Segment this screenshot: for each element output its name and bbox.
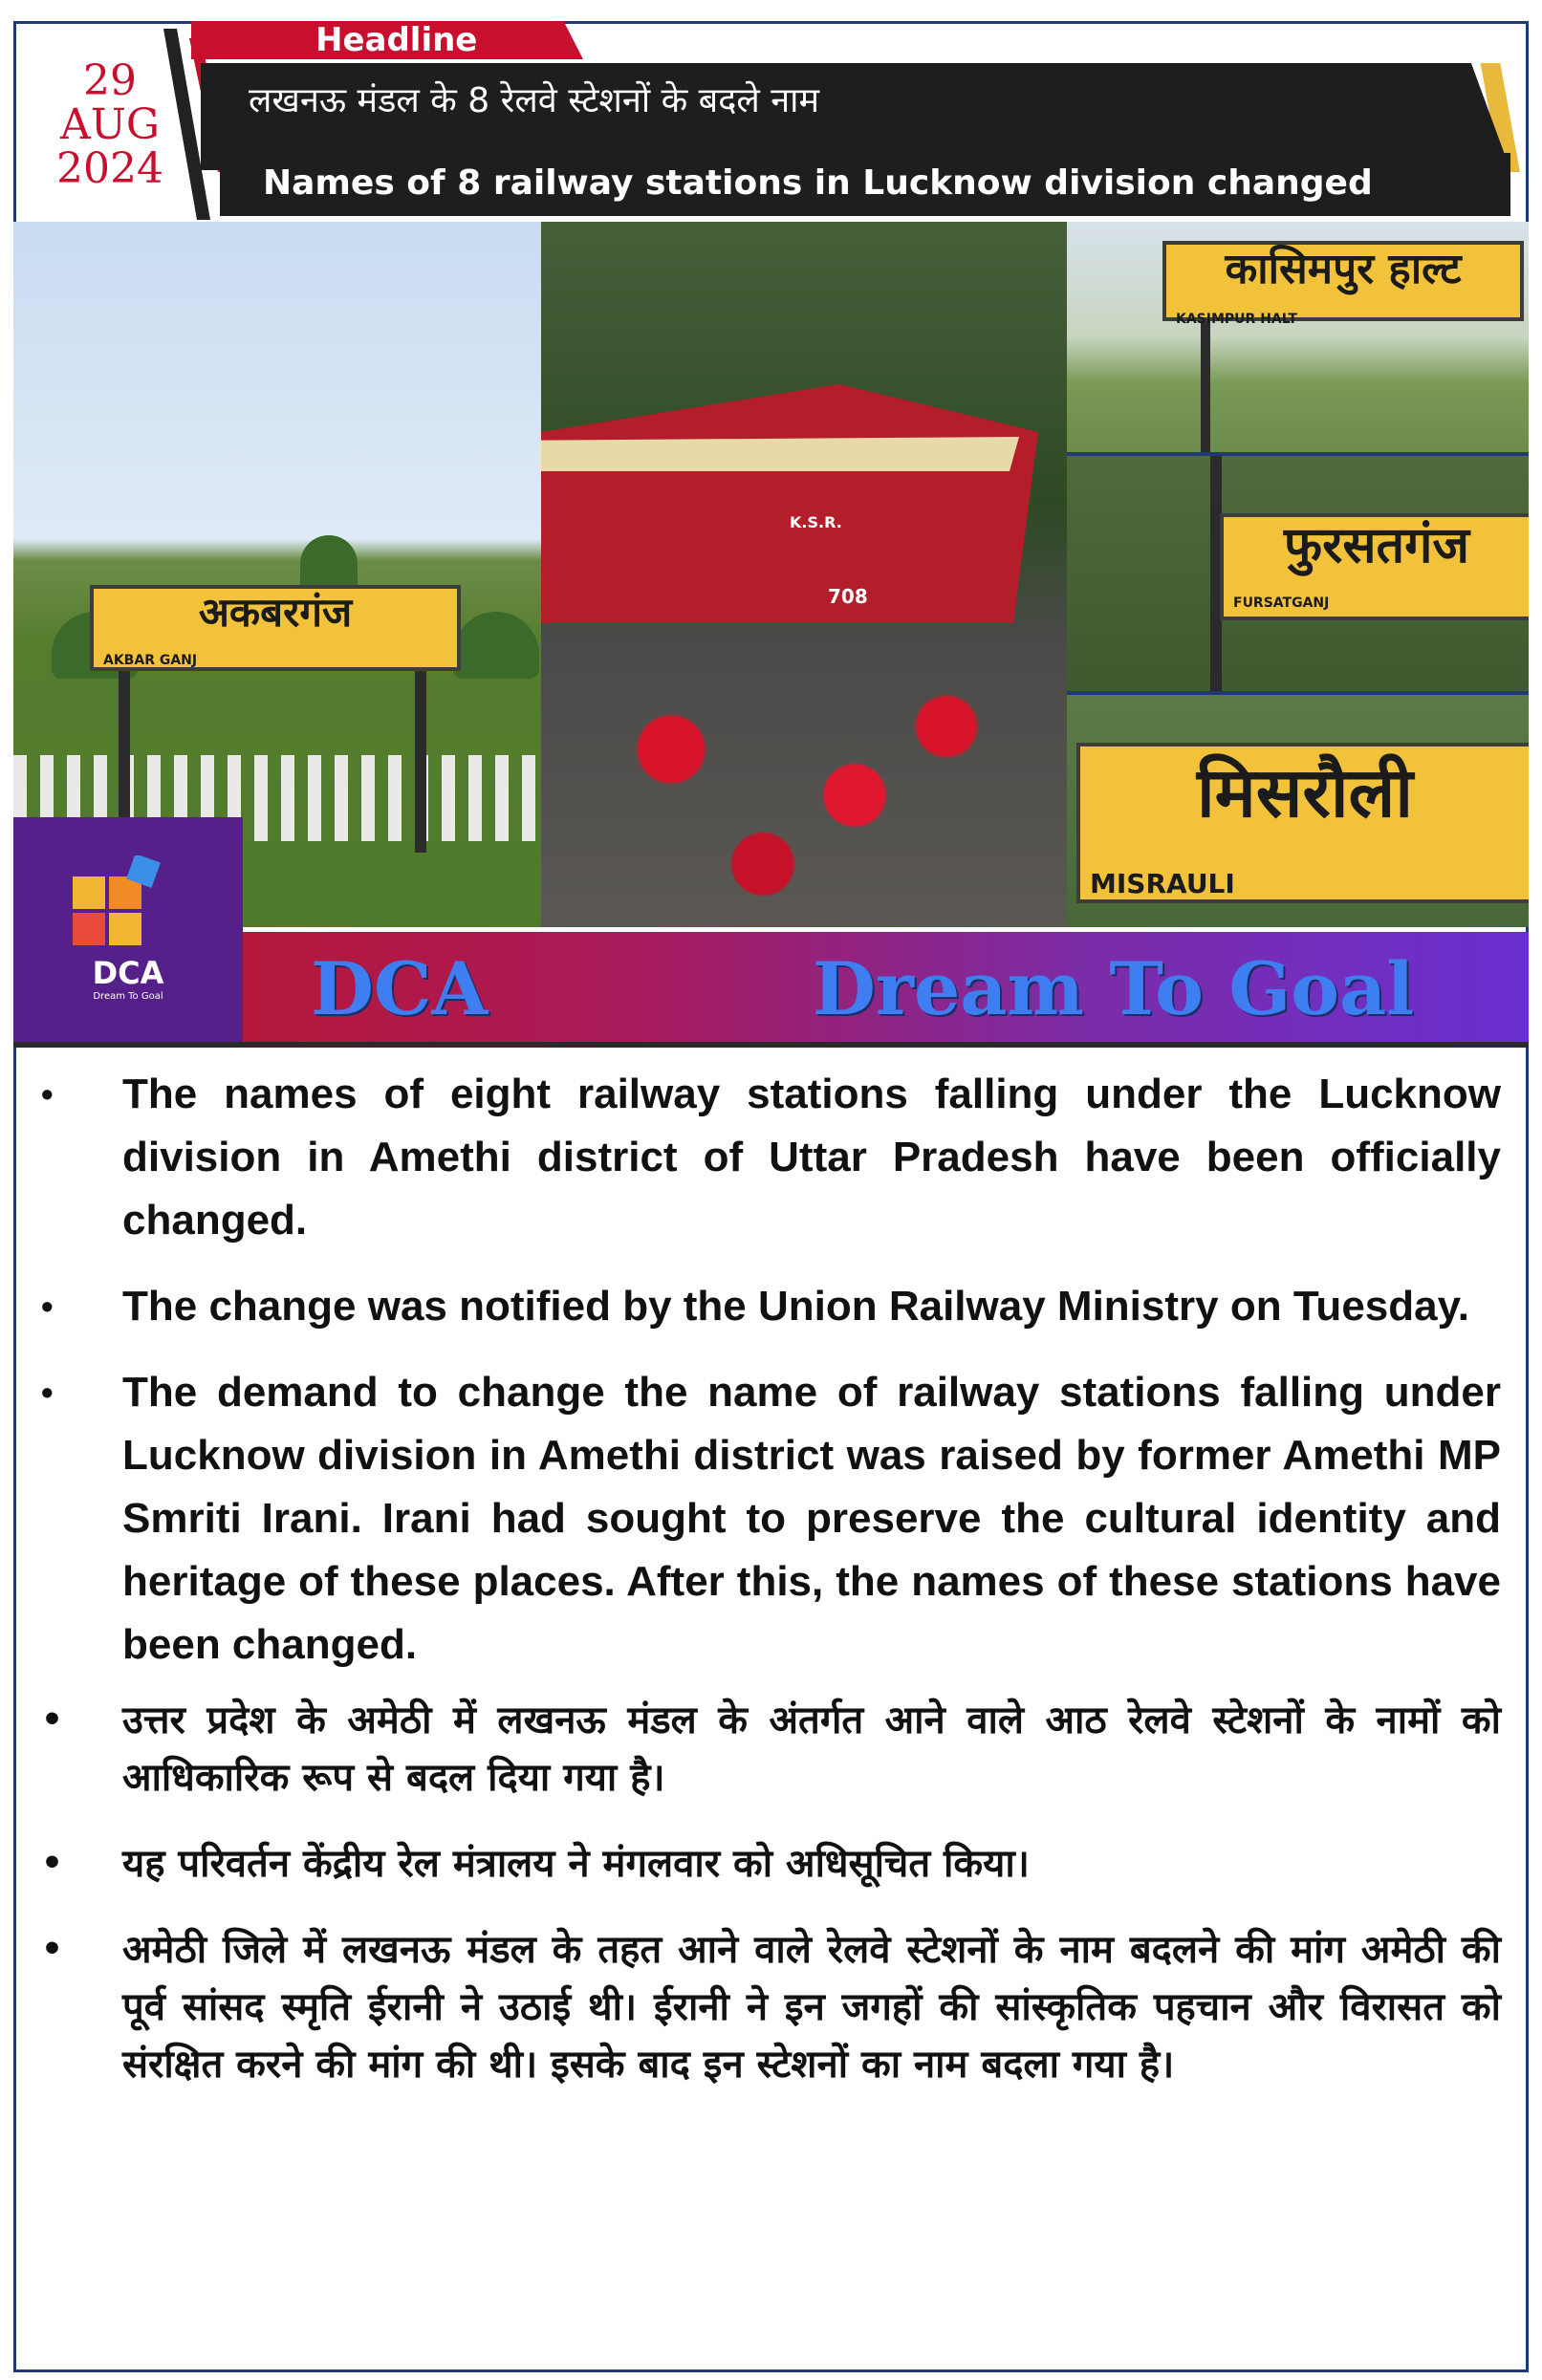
- news-bullet-list: [33, 1063, 1501, 2122]
- sign-text-hindi: कासिमपुर हाल्ट: [1225, 245, 1462, 293]
- bullet-english-1: • The names of eight railway stations falling under the Lucknow division in Amethi district of Uttar Pradesh have been officially changed.: [33, 1063, 1501, 1252]
- logo-tagline: Dream To Goal: [93, 991, 163, 1002]
- banner-divider: [13, 1042, 1529, 1048]
- photo-locomotive: [541, 222, 1067, 927]
- date-stamp: [38, 56, 182, 193]
- station-sign-misrauli: [1076, 743, 1529, 903]
- sign-text-english: MISRAULI: [1090, 868, 1235, 899]
- photo-misrauli: [1067, 695, 1529, 927]
- date-year: 2024: [56, 144, 163, 193]
- bullet-hindi-1: • उत्तर प्रदेश के अमेठी में लखनऊ मंडल के अंतर्गत आने वाले आठ रेलवे स्टेशनों के नामों को आधिकारिक रूप से बदल दिया गया है।: [33, 1692, 1501, 1807]
- bullet-english-2: • The change was notified by the Union Railway Ministry on Tuesday.: [33, 1275, 1501, 1338]
- locomotive-brand: K.S.R.: [790, 513, 842, 531]
- sign-text-hindi: फुरसतगंज: [1283, 517, 1469, 574]
- station-sign-fursatganj: [1220, 513, 1529, 620]
- petals-on-track: [579, 681, 1038, 910]
- tree-shape: [453, 612, 539, 679]
- banner-dca-text: DCA: [311, 946, 489, 1031]
- headline-hindi: लखनऊ मंडल के 8 रेलवे स्टेशनों के बदले नाम: [249, 81, 820, 120]
- sign-post: [415, 661, 426, 853]
- locomotive-stripe: [541, 437, 1019, 471]
- station-sign-kasimpur: [1162, 241, 1524, 327]
- photo-kasimpur-halt: [1067, 222, 1529, 456]
- sign-text-hindi: अकबरगंज: [198, 589, 353, 636]
- headline-label: Headline: [315, 21, 478, 59]
- bullet-hindi-3: • अमेठी जिले में लखनऊ मंडल के तहत आने वाले रेलवे स्टेशनों के नाम बदलने की मांग अमेठी की पूर्व सांसद स्मृति ईरानी ने उठाई थी। ईरानी ने इन जगहों की सांस्कृतिक पहचान और विरासत को संरक्षित करने की मांग की थी। इसके बाद इन स्टेशनों का नाम बदला गया है।: [33, 1921, 1501, 2093]
- bullet-hindi-2: • यह परिवर्तन केंद्रीय रेल मंत्रालय ने मंगलवार को अधिसूचित किया।: [33, 1835, 1501, 1893]
- date-day: 29: [83, 56, 137, 105]
- station-sign-akbarganj: [90, 585, 461, 671]
- photo-fursatganj: [1067, 456, 1529, 695]
- logo-name: DCA: [92, 955, 164, 991]
- sign-text-english: AKBAR GANJ: [103, 653, 198, 668]
- banner-slogan-text: Dream To Goal: [813, 946, 1415, 1031]
- sign-text-english: KASIMPUR HALT: [1176, 312, 1297, 327]
- sign-text-hindi: मिसरौली: [1197, 752, 1413, 833]
- headline-english: Names of 8 railway stations in Lucknow division changed: [263, 163, 1373, 203]
- bullet-english-3: • The demand to change the name of railway stations falling under Lucknow division in Amethi district was raised by former Amethi MP Smriti Irani. Irani had sought to preserve the cultural identity and heritage of these places. After this, the names of these stations have been changed.: [33, 1361, 1501, 1677]
- date-month: AUG: [59, 100, 160, 149]
- locomotive-body: [541, 384, 1038, 623]
- locomotive-number: 708: [828, 585, 868, 608]
- puzzle-icon: [67, 855, 163, 951]
- sign-text-english: FURSATGANJ: [1233, 595, 1330, 611]
